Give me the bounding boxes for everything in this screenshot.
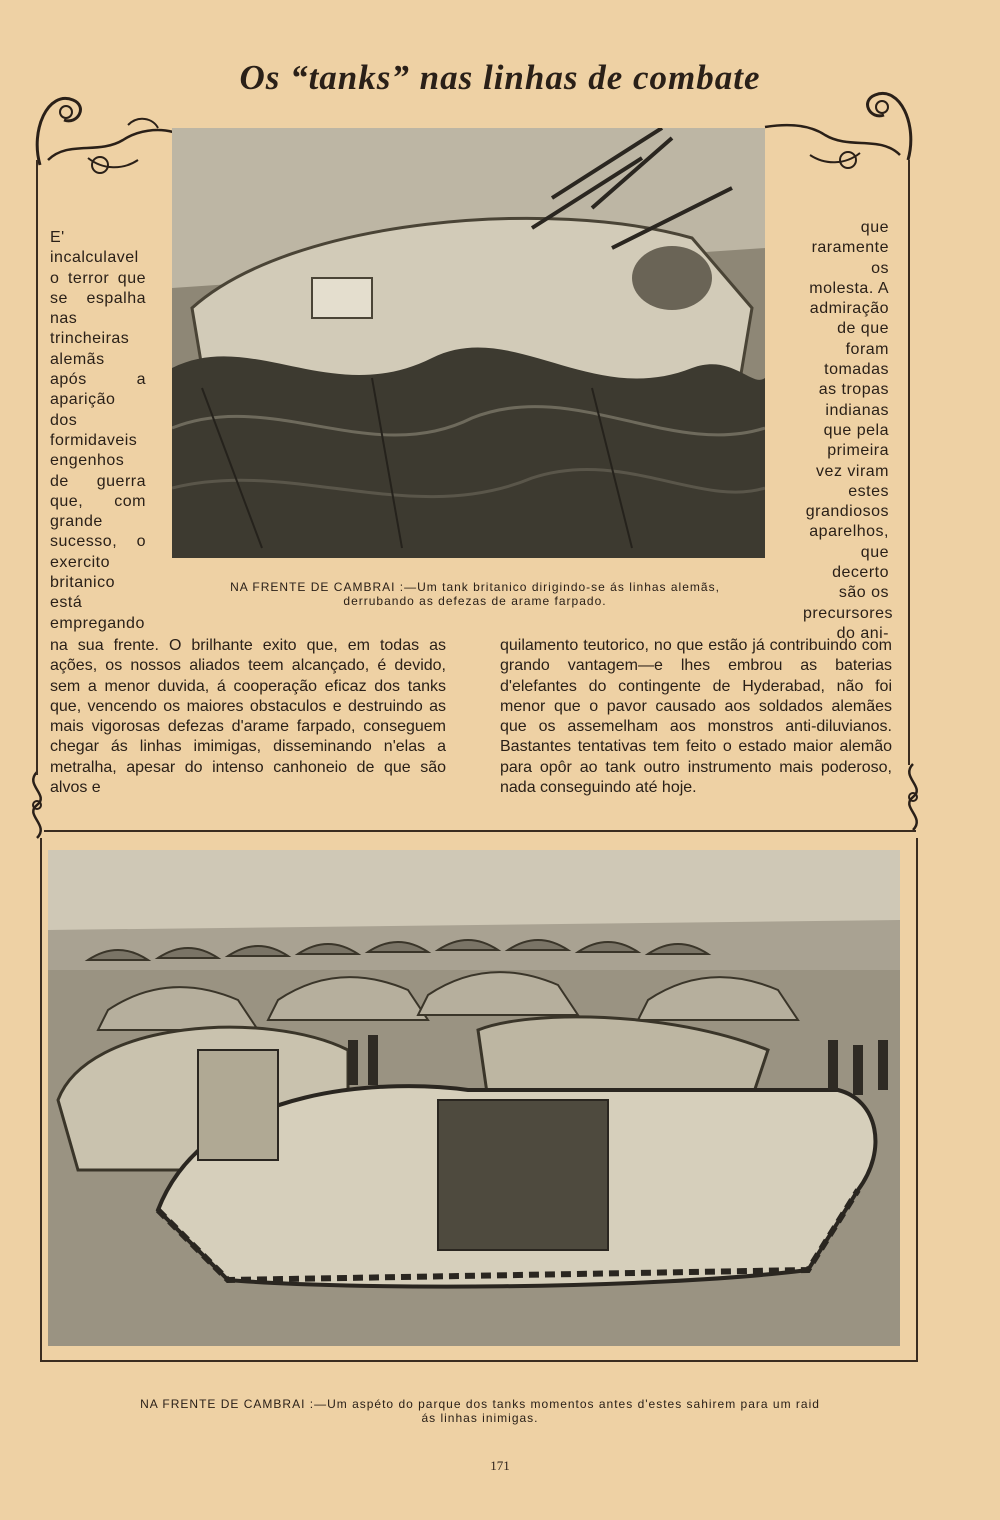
article-body-right: quilamento teutorico, no que estão já contribuindo com grando vantagem—e lhes embrou as baterias d'elefantes do contingente de Hyderabad, não foi menor que o pavor causado aos soldados alemães que os assemelham aos monstros anti-diluvianos. Bastantes tentativas tem feito o estado maior alemão para opôr ao tank outro instrumento mais poderoso, nada conseguindo até hoje. [500,637,892,797]
article-right-column: que raramente os molesta. A admiração de que foram tomadas as tropas indianas que pela primeira vez viram estes grandiosos aparelhos, que decerto são os precursores do ani- [803,219,893,642]
top-photo-caption-line1: NA FRENTE DE CAMBRAI :—Um tank britanico dirigindo-se ás linhas alemãs, [230,580,720,594]
article-left-column: E' incalculavel o terror que se espalha nas trincheiras alemãs após a aparição dos formidaveis engenhos de guerra que, com grande sucesso, o exercito britanico está empregando [50,229,146,632]
article-title: Os “tanks” nas linhas de combate [239,58,761,97]
bottom-photo-tank-park [48,850,900,1346]
ornament-mid-right [898,762,928,832]
bottom-photo-frame-right [916,838,918,1360]
top-photo-tank-barbed-wire [172,128,765,558]
page-number: 171 [490,1458,510,1473]
article-body-left: na sua frente. O brilhante exito que, em todas as ações, os nossos aliados teem alcançado, é devido, sem a menor duvida, á cooperação eficaz dos tanks que, vencendo os maiores obstaculos e destruindo as mais vigorosas defezas d'arame farpado, conseguem chegar ás linhas imimigas, disseminando n'elas a metralha, apesar do intenso canhoneio de que são alvos e [50,637,446,797]
bottom-photo-frame-bottom [40,1360,918,1362]
bottom-photo-caption-line1: NA FRENTE DE CAMBRAI :—Um aspéto do parque dos tanks momentos antes d'estes sahirem para um raid [140,1397,820,1411]
top-photo-caption [180,580,770,608]
ornament-top-right [760,65,920,175]
top-photo-caption-line2: derrubando as defezas de arame farpado. [343,594,607,608]
bottom-photo-frame-left [40,838,42,1360]
frame-left-line [36,160,38,775]
frame-divider [44,830,916,832]
ornament-top-left [28,70,178,180]
frame-right-line [908,160,910,765]
bottom-photo-caption-line2: ás linhas inimigas. [421,1411,539,1425]
bottom-photo-caption [70,1397,890,1425]
